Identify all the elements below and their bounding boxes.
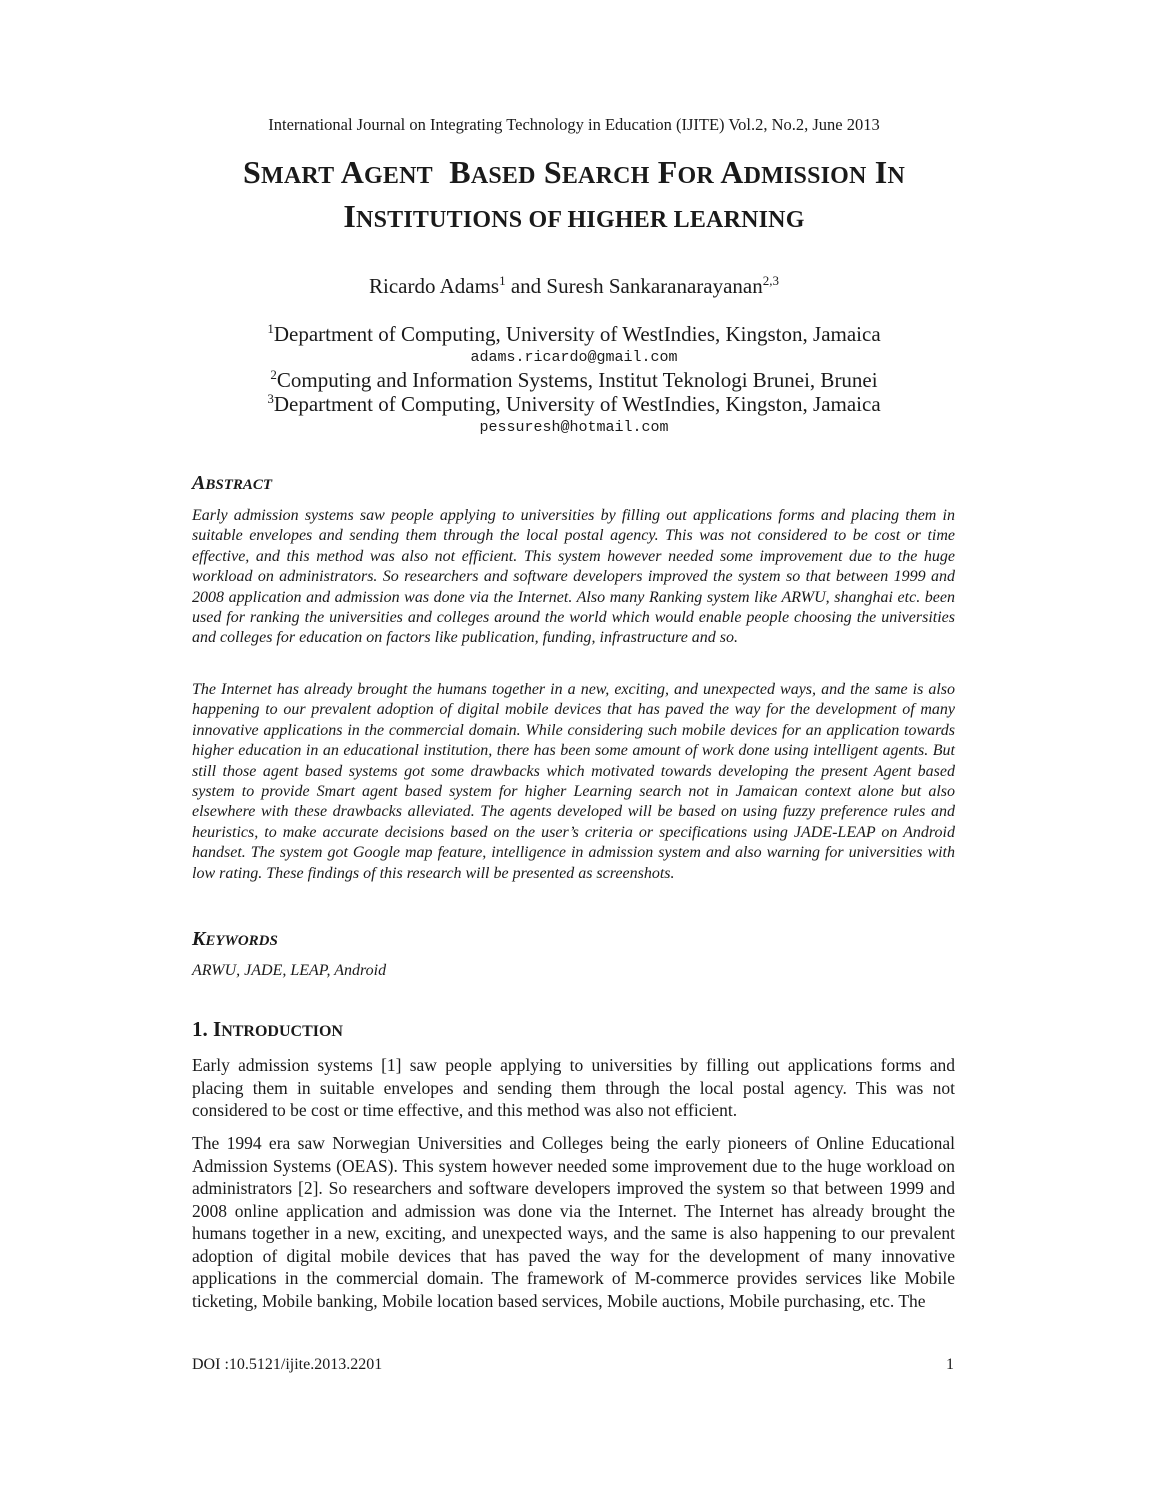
footer-doi: DOI :10.5121/ijite.2013.2201 [192,1356,383,1373]
heading-rest: BSTRACT [205,477,273,493]
title-word-rest: OR [677,163,714,189]
title-word-cap: B [449,154,471,190]
affiliation-sup: 3 [267,391,274,406]
affiliation-text: Computing and Information Systems, Institut Teknologi Brunei, Brunei [276,368,878,392]
affiliation-3 [0,392,1148,417]
author-1-name: Ricardo Adams [369,274,500,298]
title-word-cap: S [243,154,261,190]
title-line-2 [0,196,1148,240]
affiliation-text: Department of Computing, University of WestIndies, Kingston, Jamaica [273,322,881,346]
title-word-rest: N [887,163,905,189]
heading-rest: NTRODUCTION [221,1023,343,1040]
title-line-1 [0,152,1148,196]
affiliation-sup: 1 [267,321,274,336]
keywords-heading [192,928,278,951]
page-number: 1 [946,1356,954,1373]
author-2-name: Suresh Sankaranarayanan [546,274,763,298]
section-number: 1. [192,1017,213,1041]
title-word-cap: F [657,154,678,190]
heading-cap: K [192,928,206,950]
author-1-sup: 1 [499,273,506,288]
abstract-paragraph-1: Early admission systems saw people applying to universities by filling out applications forms and placing them in suitable envelopes and sending them through the local postal agency. This was not considered to be cost or time effective, and this method was also not efficient. This system however needed some improvement due to the huge workload on administrators. So researchers and software developers improved the system so that between 1999 and 2008 application and admission was done via the Internet. Also many Ranking system like ARWU, shanghai etc. been used for ranking the universities and colleges around the world which would enable people choosing the universities and colleges for education on factors like publication, funding, infrastructure and so. [192,507,955,647]
title-word-rest: DMISSION [743,163,867,189]
heading-cap: I [213,1017,222,1041]
title-word-rest: NSTITUTIONS OF HIGHER LEARNING [356,207,805,233]
affiliation-1 [0,322,1148,347]
affiliation-text: Department of Computing, University of WestIndies, Kingston, Jamaica [273,392,881,416]
affiliation-sup: 2 [270,367,277,382]
title-word-cap: A [340,154,365,190]
affiliation-2 [0,368,1148,393]
journal-header: International Journal on Integrating Technology in Education (IJITE) Vol.2, No.2, June 2013 [268,115,880,134]
author-conjunction: and [505,274,547,298]
title-word-cap: S [543,154,562,190]
email-1: adams.ricardo@gmail.com [470,349,678,366]
intro-paragraph-1: Early admission systems [1] saw people applying to universities by filling out applications forms and placing them in suitable envelopes and sending them through the local postal agency. This was not considered to be cost or time effective, and this method was also not efficient. [192,1055,955,1120]
paper-title [0,152,1148,240]
title-word-rest: GENT [364,163,433,189]
title-word-rest: ASED [470,163,536,189]
title-word-cap: A [720,154,744,190]
heading-cap: A [192,472,206,494]
heading-rest: EYWORDS [205,933,278,949]
title-word-cap: I [874,154,888,190]
email-2: pessuresh@hotmail.com [479,419,669,436]
abstract-heading [192,472,272,495]
title-word-rest: EARCH [561,163,650,189]
title-word-rest: MART [261,163,335,189]
abstract-paragraph-2: The Internet has already brought the humans together in a new, exciting, and unexpected ways, and the same is also happening to our prevalent adoption of digital mobile devices that has paved the way for the development of many innovative applications in the commercial domain. While considering such mobile devices for an application towards higher education in an educational institution, there has been some amount of work done using intelligent agents. But still those agent based systems got some drawbacks which motivated towards developing the present Agent based system to provide Smart agent based system for higher Learning search not in Jamaican context alone but also elsewhere with these drawbacks alleviated. The agents developed will be based on using fuzzy preference rules and heuristics, to make accurate decisions based on the user’s criteria or specifications using JADE-LEAP on Android handset. The system got Google map feature, intelligence in admission system and also warning for universities with low rating. These findings of this research will be presented as screenshots. [192,681,955,882]
author-2-sup: 2,3 [762,273,779,288]
title-word-cap: I [343,198,357,234]
keywords-text: ARWU, JADE, LEAP, Android [192,962,387,979]
introduction-heading [192,1017,343,1042]
intro-paragraph-2: The 1994 era saw Norwegian Universities and Colleges being the early pioneers of Online Educational Admission Systems (OEAS). This system however needed some improvement due to the huge workload on administrators [2]. So researchers and software developers improved the system so that between 1999 and 2008 online application and admission was done via the Internet. The Internet has already brought the humans together in a new, exciting, and unexpected ways, and the same is also happening to our prevalent adoption of digital mobile devices that has paved the way for the development of many innovative applications in the commercial domain. The framework of M-commerce provides services like Mobile ticketing, Mobile banking, Mobile location based services, Mobile auctions, Mobile purchasing, etc. The [192,1133,955,1311]
author-line [0,274,1148,299]
